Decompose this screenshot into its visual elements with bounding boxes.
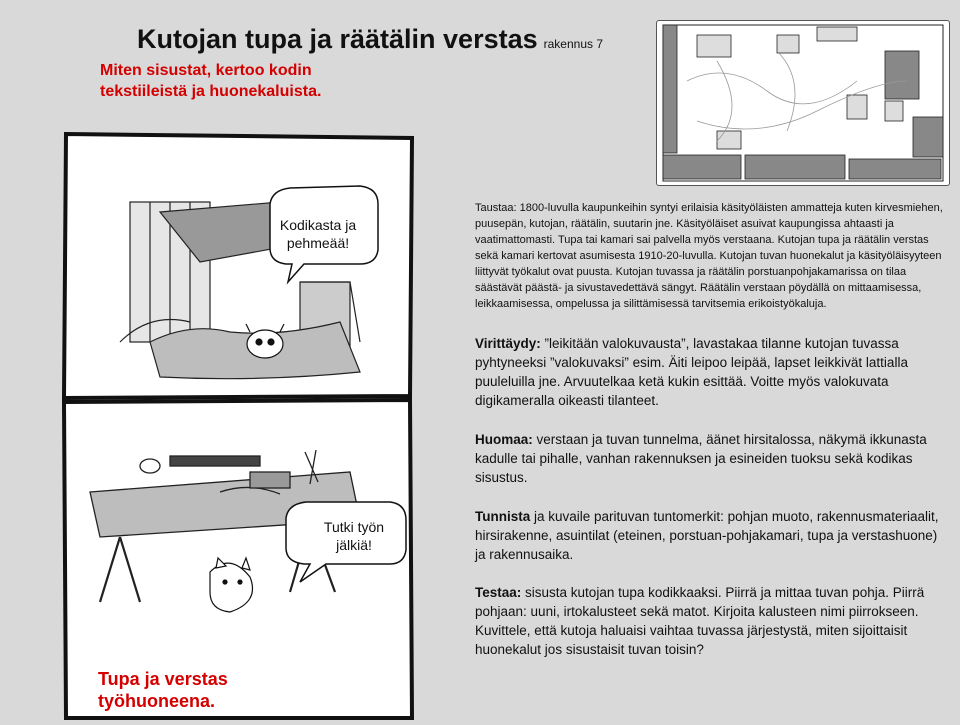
tunnista-text: ja kuvaile parituvan tuntomerkit: pohjan muoto, rakennusmateriaalit, hirsirakenne, asuintilat (eteinen, porstuan-pohjakamari, tupa ja verstashuone) ja rakennusaika.	[475, 509, 939, 562]
huomaa-label: Huomaa:	[475, 432, 533, 447]
speech-bubble-top: Kodikasta ja pehmeää!	[279, 217, 357, 251]
section-taustaa	[475, 200, 950, 312]
comic-drawing	[60, 132, 414, 720]
comic-illustration	[60, 132, 414, 720]
building-number: rakennus 7	[543, 37, 603, 51]
section-tunnista	[475, 507, 950, 564]
virittaydy-text: ”leikitään valokuvausta”, lavastakaa tilanne kutojan tuvassa pyhtyneeksi ”valokuvaksi” esim. Äiti leipoo leipää, lapset leikkivät lattialla puuleluilla jne. Arvuutelkaa ketä kukin esittää. Voitte myös valokuvata digikameralla oikeasti tilanteet.	[475, 336, 908, 408]
testaa-label: Testaa:	[475, 585, 522, 600]
site-map-drawing	[657, 21, 949, 185]
page-title	[137, 24, 603, 55]
section-virittaydy	[475, 334, 950, 410]
tunnista-label: Tunnista	[475, 509, 531, 524]
speech-bubble-bottom: Tutki työn jälkiä!	[323, 519, 385, 553]
huomaa-text: verstaan ja tuvan tunnelma, äänet hirsitalossa, näkymä ikkunasta kadulle tai pihalle, vanhan rakennuksen ja esineiden tuoksu sekä kodikas sisustus.	[475, 432, 927, 485]
section-testaa	[475, 583, 950, 659]
virittaydy-label: Virittäydy:	[475, 336, 541, 351]
taustaa-text: 1800-luvulla kaupunkeihin syntyi erilaisia käsityöläisten ammatteja kuten kirvesmiehen, puusepän, kutojan, räätälin, suutarin jne. Käsityöläiset asuivat kaupungissa ahtaasti ja vaatimattomasti. Tupa tai kamari sai palvella myös verstaana. Kutojan tupa ja räätälin verstas sekä kamari kertovat asumisesta 1910-20-luvulla. Kutojan tuvan huonekalut ja käsityöläisyyteen liittyvät työkalut ovat puusta. Kutojan tuvassa ja räätälin porstuanpohjakamarissa on tilaa säästävät päästä- ja sivustavedettävä sängyt. Räätälin verstaan pöydällä on mittaamisessa, leikkaamisessa, ompelussa ja silittämisessä tarvitsemia erikoistyökaluja.	[475, 202, 943, 310]
comic-caption: Tupa ja verstas työhuoneena.	[98, 669, 228, 711]
taustaa-label: Taustaa:	[475, 202, 517, 214]
section-huomaa	[475, 430, 950, 487]
title-text: Kutojan tupa ja räätälin verstas	[137, 24, 538, 54]
page-subtitle: Miten sisustat, kertoo kodin tekstiileistä ja huonekaluista.	[100, 62, 322, 100]
testaa-text: sisusta kutojan tupa kodikkaaksi. Piirrä ja mittaa tuvan pohja. Piirrä pohjaan: uuni, irtokalusteet sekä matot. Kirjoita kalusteen nimi piirrokseen. Kuvittele, että kutoja haluaisi vaihtaa tuvassa järjestystä, miten sijoittaisit huonekalut jos sisustaisit tuvan toisin?	[475, 585, 925, 657]
site-map	[656, 20, 950, 186]
